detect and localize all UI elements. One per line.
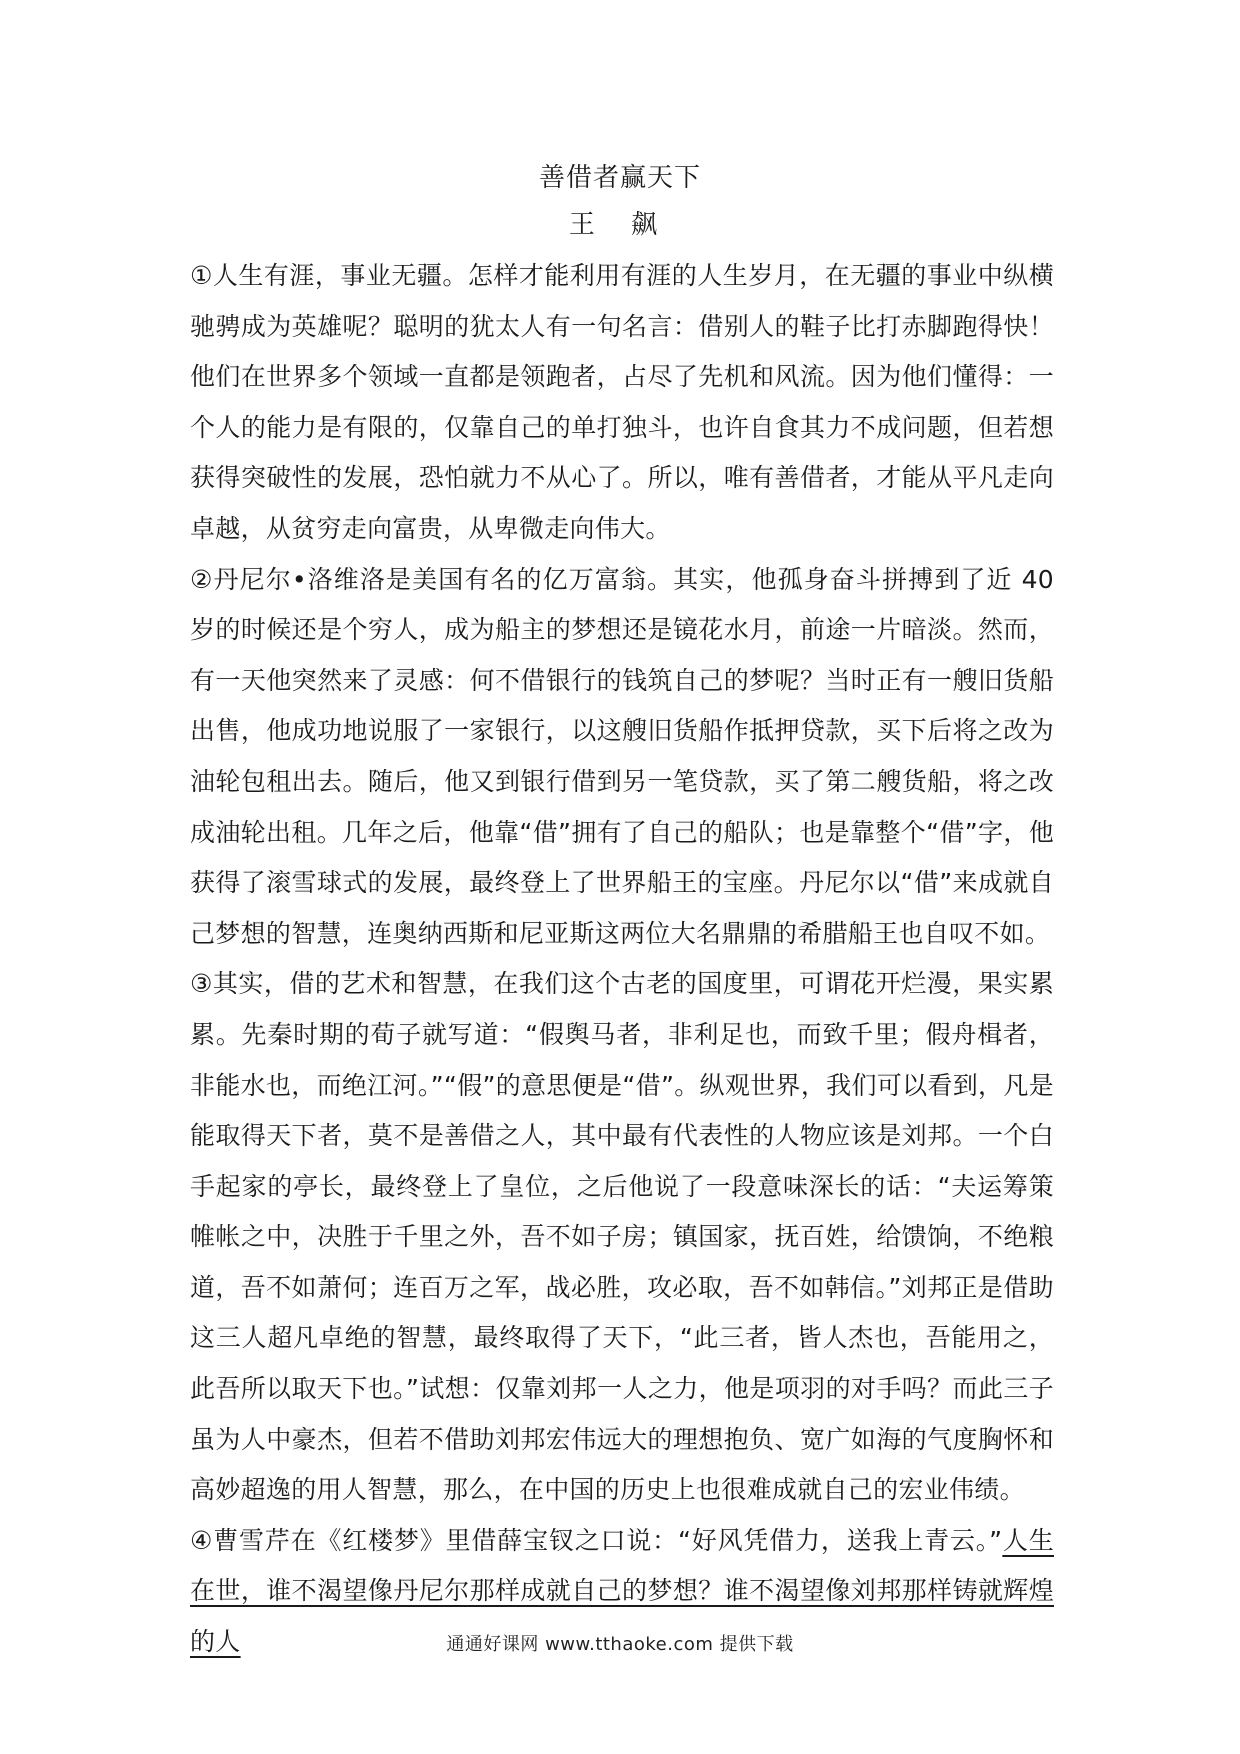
paragraph-2: ②丹尼尔•洛维洛是美国有名的亿万富翁。其实，他孤身奋斗拼搏到了近 40 岁的时候还是个穷人，成为船主的梦想还是镜花水月，前途一片暗淡。然而，有一天他突然来了灵感：何不借银行的钱筑自己的梦呢？当时正有一艘旧货船出售，他成功地说服了一家银行，以这艘旧货船作抵押贷款，买下后将之改为油轮包租出去。随后，他又到银行借到另一笔贷款，买了第二艘货船，将之改成油轮出租。几年之后，他靠“借”拥有了自己的船队；也是靠整个“借”字，他获得了滚雪球式的发展，最终登上了世界船王的宝座。丹尼尔以“借”来成就自己梦想的智慧，连奥纳西斯和尼亚斯这两位大名鼎鼎的希腊船王也自叹不如。	[190, 564, 1054, 948]
article-body	[190, 251, 1054, 1668]
paragraph-4-underlined: 人生在世，谁不渴望像丹尼尔那样成就自己的梦想？谁不渴望像刘邦那样铸就辉煌的人	[190, 1525, 1054, 1657]
paragraph-1: ①人生有涯，事业无疆。怎样才能利用有涯的人生岁月，在无疆的事业中纵横驰骋成为英雄呢？聪明的犹太人有一句名言：借别人的鞋子比打赤脚跑得快！他们在世界多个领域一直都是领跑者，占尽了先机和风流。因为他们懂得：一个人的能力是有限的，仅靠自己的单打独斗，也许自食其力不成问题，但若想获得突破性的发展，恐怕就力不从心了。所以，唯有善借者，才能从平凡走向卓越，从贫穷走向富贵，从卑微走向伟大。	[190, 261, 1054, 543]
article-title: 善借者赢天下	[538, 163, 701, 193]
article-author: 王 飙	[568, 210, 672, 240]
download-footer: 通通好课网 www.tthaoke.com 提供下载	[446, 1634, 794, 1655]
paragraph-4-lead: ④曹雪芹在《红楼梦》里借薛宝钗之口说：“好风凭借力，送我上青云。”	[190, 1525, 1003, 1555]
paragraph-3: ③其实，借的艺术和智慧，在我们这个古老的国度里，可谓花开烂漫，果实累累。先秦时期的荀子就写道：“假舆马者，非利足也，而致千里；假舟楫者，非能水也，而绝江河。”“假”的意思便是“借”。纵观世界，我们可以看到，凡是能取得天下者，莫不是善借之人，其中最有代表性的人物应该是刘邦。一个白手起家的亭长，最终登上了皇位，之后他说了一段意味深长的话：“夫运筹策帷帐之中，决胜于千里之外，吾不如子房；镇国家，抚百姓，给馈饷，不绝粮道，吾不如萧何；连百万之军，战必胜，攻必取，吾不如韩信。”刘邦正是借助这三人超凡卓绝的智慧，最终取得了天下，“此三者，皆人杰也，吾能用之，此吾所以取天下也。”试想：仅靠刘邦一人之力，他是项羽的对手吗？而此三子虽为人中豪杰，但若不借助刘邦宏伟远大的理想抱负、宽广如海的气度胸怀和高妙超逸的用人智慧，那么，在中国的历史上也很难成就自己的宏业伟绩。	[190, 969, 1054, 1505]
